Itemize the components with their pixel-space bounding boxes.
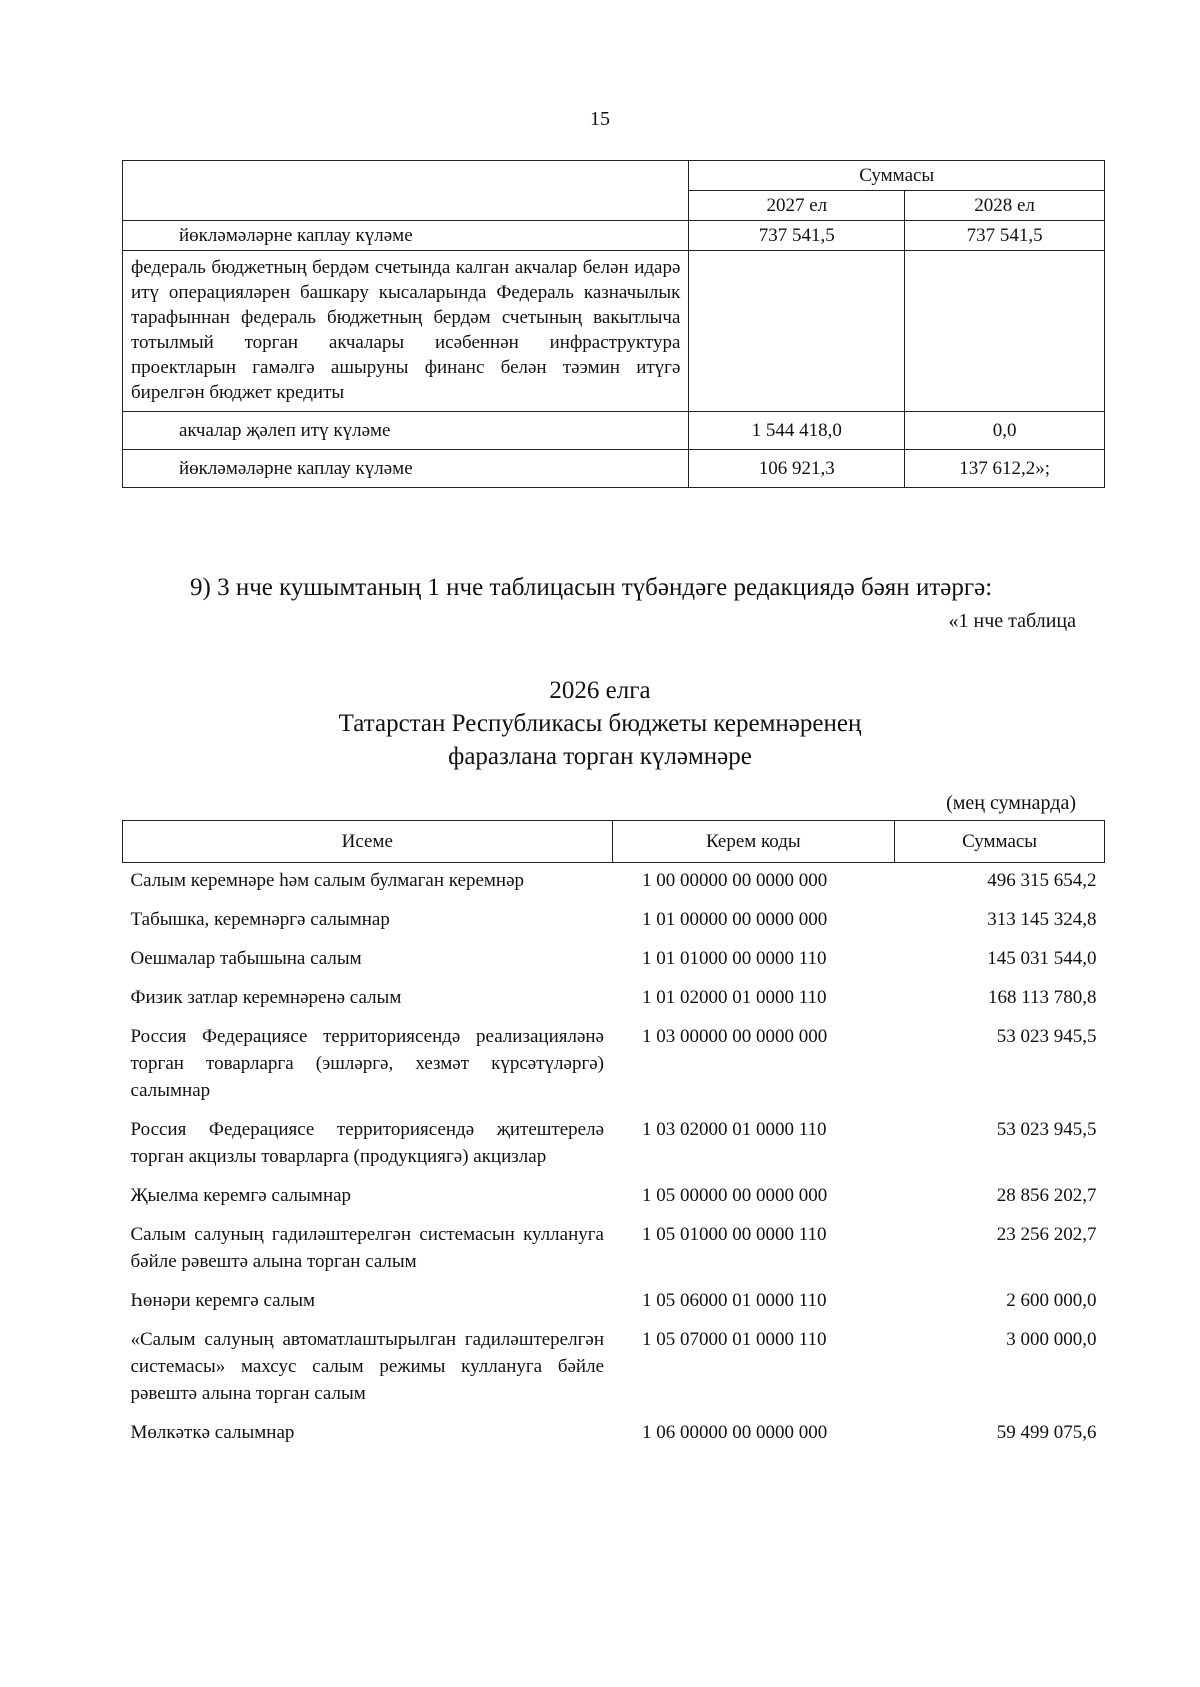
revenue-name: Россия Федерациясе территориясендә җитештерелә торган акцизлы товарларга (продукциягә) акцизлар xyxy=(130,1119,604,1167)
revenue-code: 1 01 01000 00 0000 110 xyxy=(642,948,827,969)
revenue-code: 1 06 00000 00 0000 000 xyxy=(642,1422,828,1443)
table-row xyxy=(123,1322,1105,1415)
header-amount: Суммасы xyxy=(895,821,1105,863)
table1-row xyxy=(123,251,1105,412)
title-line-3: фаразлана торган күләмнәре xyxy=(448,743,752,770)
revenue-amount: 145 031 544,0 xyxy=(987,948,1097,969)
revenue-name: Физик затлар керемнәренә салым xyxy=(130,987,402,1008)
table-label: «1 нче таблица xyxy=(948,610,1076,632)
units-note: (мең сумнарда) xyxy=(946,792,1076,814)
table1-year-2027-header: 2027 ел xyxy=(689,191,905,221)
revenue-amount: 28 856 202,7 xyxy=(996,1185,1097,1206)
table-row xyxy=(123,1112,1105,1178)
table-row xyxy=(123,1178,1105,1217)
revenue-table xyxy=(122,820,1105,1454)
revenue-name: Җыелма керемгә салымнар xyxy=(130,1185,352,1206)
table-row xyxy=(123,1019,1105,1112)
revenue-code: 1 05 01000 00 0000 110 xyxy=(642,1224,827,1245)
table1-value-2028: 137 612,2»; xyxy=(905,450,1105,488)
table1-year-2028-header: 2028 ел xyxy=(905,191,1105,221)
table1-value-2027: 1 544 418,0 xyxy=(689,412,905,450)
table1-value-2027: 106 921,3 xyxy=(689,450,905,488)
revenue-amount: 23 256 202,7 xyxy=(996,1224,1097,1245)
title-line-2: Татарстан Республикасы бюджеты керемнәренең xyxy=(338,710,862,737)
table1-value-2028 xyxy=(905,251,1105,412)
table-row xyxy=(123,980,1105,1019)
page-number: 15 xyxy=(590,108,610,130)
revenue-code: 1 05 07000 01 0000 110 xyxy=(642,1329,827,1350)
revenue-name: Һөнәри керемгә салым xyxy=(130,1290,316,1311)
table1-value-2028: 0,0 xyxy=(905,412,1105,450)
table-row xyxy=(123,1283,1105,1322)
revenue-amount: 53 023 945,5 xyxy=(996,1119,1097,1140)
revenue-code: 1 05 06000 01 0000 110 xyxy=(642,1290,827,1311)
table1-row xyxy=(123,450,1105,488)
table1-header-row xyxy=(123,161,1105,191)
revenue-name: Россия Федерациясе территориясендә реализацияләнә торган товарларга (эшләргә, хезмәт күрсәтүләргә) салымнар xyxy=(130,1026,604,1101)
document-title xyxy=(0,674,1200,773)
revenue-amount: 168 113 780,8 xyxy=(987,987,1097,1008)
table-row xyxy=(123,1217,1105,1283)
revenue-code: 1 03 00000 00 0000 000 xyxy=(642,1026,828,1047)
header-name: Исеме xyxy=(123,821,613,863)
revenue-name: Салым керемнәре һәм салым булмаган керемнәр xyxy=(130,870,525,891)
table1-sum-header: Суммасы xyxy=(689,161,1105,191)
table-row xyxy=(123,941,1105,980)
title-line-1: 2026 елга xyxy=(549,677,651,704)
table1-row xyxy=(123,412,1105,450)
table1-empty-header-cell xyxy=(123,161,689,221)
revenue-code: 1 03 02000 01 0000 110 xyxy=(642,1119,827,1140)
table1-value-2028: 737 541,5 xyxy=(905,221,1105,251)
table2-header-row xyxy=(123,821,1105,863)
table1-row-label: федераль бюджетның бердәм счетында калган акчалар белән идарә итү операцияләрен башкару кысаларында Федераль казначылык тарафыннан федераль бюджетның бердәм счетының вакытлыча тотылмый торган акчалары исәбеннән инфраструктура проектларын гамәлгә ашыруны финанс белән тәэмин итүгә бирелгән бюджет кредиты xyxy=(123,251,689,412)
revenue-amount: 59 499 075,6 xyxy=(996,1422,1097,1443)
revenue-name: Мөлкәткә салымнар xyxy=(130,1422,295,1443)
table1-row-label: йөкләмәләрне каплау күләме xyxy=(123,450,689,488)
revenue-code: 1 01 02000 01 0000 110 xyxy=(642,987,827,1008)
budget-credit-table xyxy=(122,160,1105,488)
table-row xyxy=(123,1415,1105,1454)
revenue-amount: 496 315 654,2 xyxy=(987,870,1097,891)
revenue-name: Салым салуның гадиләштерелгән системасын куллануга бәйле рәвештә алына торган салым xyxy=(130,1224,604,1272)
table-row xyxy=(123,902,1105,941)
revenue-amount: 53 023 945,5 xyxy=(996,1026,1097,1047)
revenue-name: «Салым салуның автоматлаштырылган гадиләштерелгән системасы» махсус салым режимы куллануга бәйле рәвештә алына торган салым xyxy=(130,1329,604,1404)
revenue-code: 1 05 00000 00 0000 000 xyxy=(642,1185,828,1206)
table-row xyxy=(123,863,1105,903)
table1-value-2027: 737 541,5 xyxy=(689,221,905,251)
header-code: Керем коды xyxy=(612,821,895,863)
table1-value-2027 xyxy=(689,251,905,412)
revenue-code: 1 01 00000 00 0000 000 xyxy=(642,909,828,930)
revenue-name: Оешмалар табышына салым xyxy=(130,948,362,969)
table1-row-label: акчалар җәлеп итү күләме xyxy=(123,412,689,450)
revenue-amount: 3 000 000,0 xyxy=(1006,1329,1097,1350)
revenue-amount: 2 600 000,0 xyxy=(1006,1290,1097,1311)
table1-row xyxy=(123,221,1105,251)
revenue-amount: 313 145 324,8 xyxy=(987,909,1097,930)
revenue-name: Табышка, керемнәргә салымнар xyxy=(130,909,390,930)
table1-row-label: йөкләмәләрне каплау күләме xyxy=(123,221,689,251)
revenue-table-body xyxy=(123,863,1105,1455)
revenue-code: 1 00 00000 00 0000 000 xyxy=(642,870,828,891)
amendment-instruction: 9) 3 нче кушымтаның 1 нче таблицасын түбәндәге редакциядә бәян итәргә: xyxy=(190,574,993,601)
